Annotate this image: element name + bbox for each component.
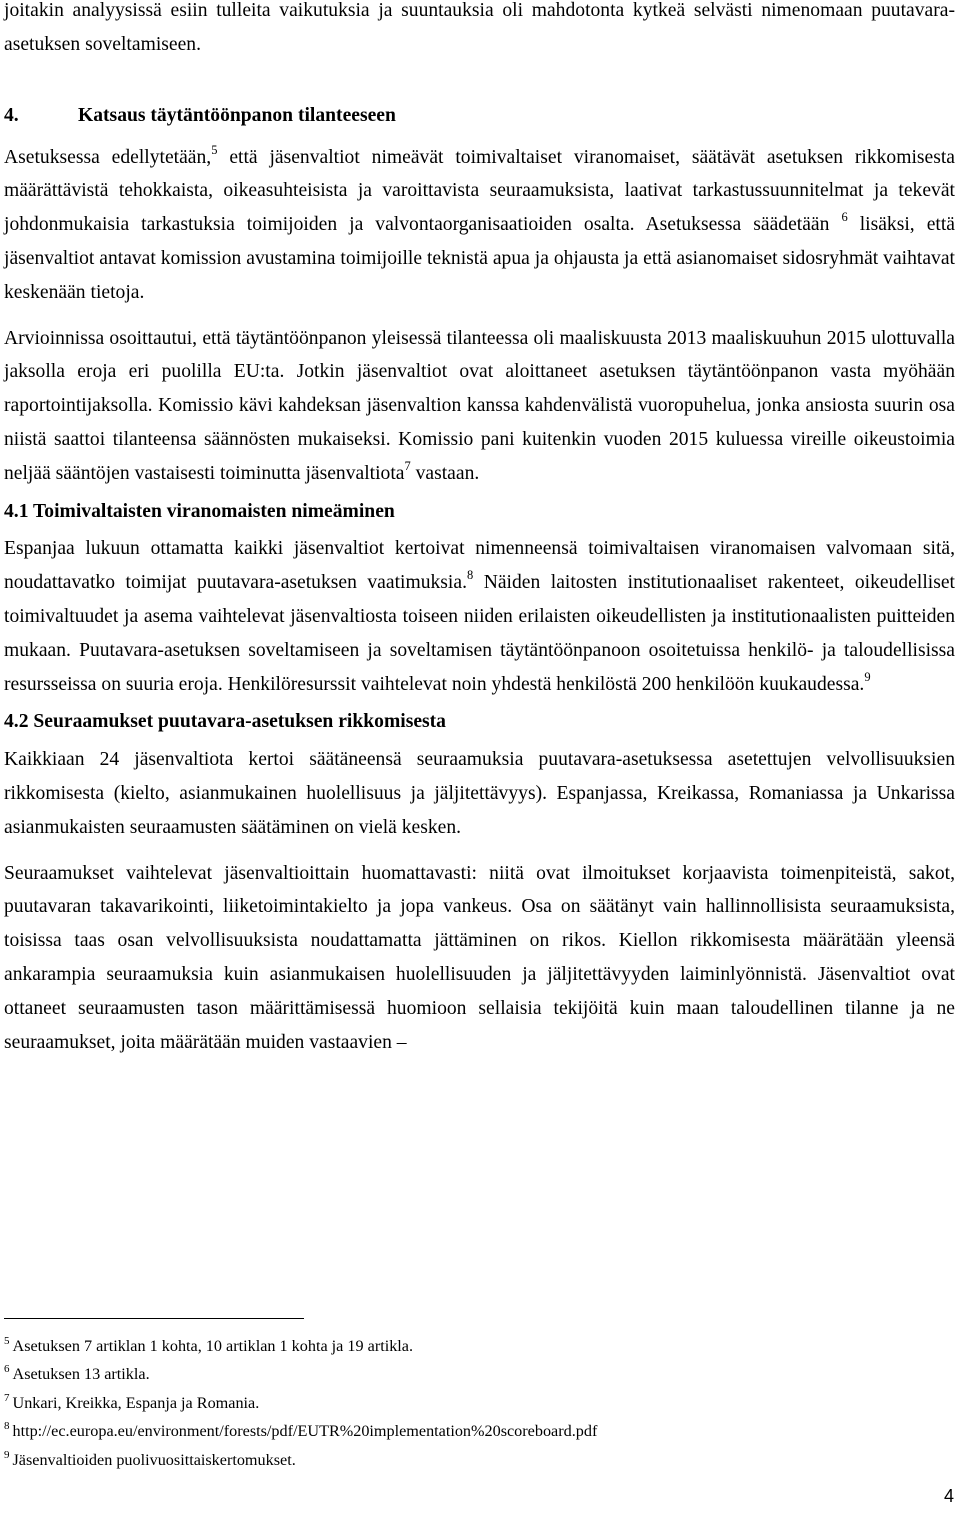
footnote-text: Asetuksen 7 artiklan 1 kohta, 10 artiklan 1 kohta ja 19 artikla.	[12, 1337, 414, 1355]
section-4-2-paragraph-2: Seuraamukset vaihtelevat jäsenvaltioittain huomattavasti: niitä ovat ilmoitukset korjaavista toimenpiteistä, sakot, puutavaran takavarikointi, liiketoimintakielto ja jopa vankeus. Osa on säätänyt vain hallinnollisista seuraamuksista, toisissa taas osan velvollisuuksista noudattamatta jättäminen on rikos. Kiellon rikkomisesta määrätään yleensä ankarampia seuraamuksia kuin asianmukaisen huolellisuuden ja jäljitettävyyden laiminlyönnistä. Jäsenvaltiot ovat ottaneet seuraamusten tason määrittämisessä huomioon sellaisia tekijöitä kuin maan taloudellinen tilanne ja ne seuraamukset, joita määrätään muiden vastaavien –	[4, 862, 955, 1053]
text-span: Näiden laitosten institutionaaliset rakenteet, oikeudelliset toimivaltuudet ja asema vaihtelevat jäsenvaltiosta toiseen niiden erilaisten oikeudellisten ja institutionaalisten puitteiden mukaan. Puutavara-asetuksen soveltamiseen ja soveltamisen täytäntöönpanoon osoitetuissa henkilö- ja taloudellisissa resursseissa on suuria eroja. Henkilöresurssit vaihtelevat noin yhdestä henkilöstä 200 henkilöön kuukaudessa.	[4, 572, 956, 695]
footnote-ref-8[interactable]: 8	[466, 568, 474, 583]
footnote-6	[4, 1360, 904, 1388]
section-4-number: 4.	[4, 104, 19, 126]
footnote-text: Asetuksen 13 artikla.	[12, 1365, 150, 1384]
text-span: Arvioinnissa osoittautui, että täytäntöönpanon yleisessä tilanteessa oli maaliskuusta 2013 maaliskuuhun 2015 ulottuvalla jaksolla eroja eri puolilla EU:ta. Jotkin jäsenvaltiot ovat aloittaneet asetuksen täytäntöönpanon vasta myöhään raportointijaksolla. Komissio kävi kahdeksan jäsenvaltion kanssa kahdenvälistä vuoropuhelua, jonka ansiosta suurin osa niistä saattoi tilanteensa säännösten mukaiseksi. Komissio pani kuitenkin vuoden 2015 kuluessa vireille oikeustoimia neljää sääntöjen vastaisesti toiminutta jäsenvaltiota	[4, 327, 955, 484]
section-4-paragraph-1	[4, 141, 955, 310]
footnote-number: 5	[4, 1335, 10, 1347]
text-span: vastaan.	[410, 462, 480, 484]
footnote-separator	[4, 1318, 304, 1319]
intro-paragraph: joitakin analyysissä esiin tulleita vaikutuksia ja suuntauksia oli mahdotonta kytkeä selvästi nimenomaan puutavara-asetuksen soveltamiseen.	[4, 0, 955, 55]
footnote-5	[4, 1332, 904, 1360]
footnote-number: 7	[4, 1391, 10, 1404]
page-number: 4	[943, 1486, 954, 1506]
footnote-text: Jäsenvaltioiden puolivuosittaiskertomukset.	[12, 1450, 296, 1469]
footnote-link[interactable]: http://ec.europa.eu/environment/forests/pdf/EUTR%20implementation%20scoreboard.pdf	[12, 1422, 598, 1441]
footnote-number: 8	[4, 1420, 10, 1433]
text-span: lisäksi, että jäsenvaltiot antavat komission avustamina toimijoille teknistä apua ja ohjausta ja että asianomaiset sidosryhmät vaihtavat keskenään tietoja.	[4, 214, 955, 303]
section-4-2-heading: 4.2 Seuraamukset puutavara-asetuksen rikkomisesta	[4, 711, 446, 733]
section-4-title: Katsaus täytäntöönpanon tilanteeseen	[78, 104, 396, 126]
text-span: Asetuksessa edellytetään,	[4, 146, 212, 168]
section-4-1-paragraph	[4, 532, 955, 701]
footnote-text: Unkari, Kreikka, Espanja ja Romania.	[12, 1393, 260, 1412]
footnote-8	[4, 1417, 904, 1445]
footnote-9	[4, 1446, 904, 1474]
section-4-2-paragraph-1: Kaikkiaan 24 jäsenvaltiota kertoi säätäneensä seuraamuksia puutavara-asetuksessa asetettujen velvollisuuksien rikkomisesta (kielto, asianmukainen huolellisuus ja jäljitettävyys). Espanjassa, Kreikassa, Romaniassa ja Unkarissa asianmukaisten seuraamusten säätäminen on vielä kesken.	[4, 749, 955, 838]
footnote-ref-6[interactable]: 6	[841, 210, 848, 225]
text-span: että jäsenvaltiot nimeävät toimivaltaiset viranomaiset, säätävät asetuksen rikkomisesta määrättävistä tehokkaista, oikeasuhteisista ja varoittavista seuraamuksista, laativat tarkastussuunnitelmat ja tekevät johdonmukaisia tarkastuksia toimijoiden ja valvontaorganisaatioiden osalta. Asetuksessa säädetään	[4, 146, 955, 236]
document-page	[4, 0, 955, 1059]
footnote-number: 6	[4, 1363, 10, 1376]
section-4-paragraph-2	[4, 322, 955, 491]
footnote-ref-5[interactable]: 5	[211, 142, 218, 157]
footnote-ref-9[interactable]: 9	[864, 669, 871, 684]
text-span: Espanjaa lukuun ottamatta kaikki jäsenvaltiot kertoivat nimenneensä toimivaltaisen viranomaisen valvomaan sitä, noudattavatko toimijat puutavara-asetuksen vaatimuksia.	[4, 538, 955, 594]
footnote-ref-7[interactable]: 7	[404, 458, 411, 473]
section-4-heading	[4, 102, 955, 130]
footnote-number: 9	[4, 1448, 10, 1461]
footnotes	[4, 1332, 904, 1474]
section-4-1-heading: 4.1 Toimivaltaisten viranomaisten nimeäminen	[4, 500, 395, 522]
footnote-7	[4, 1389, 904, 1417]
